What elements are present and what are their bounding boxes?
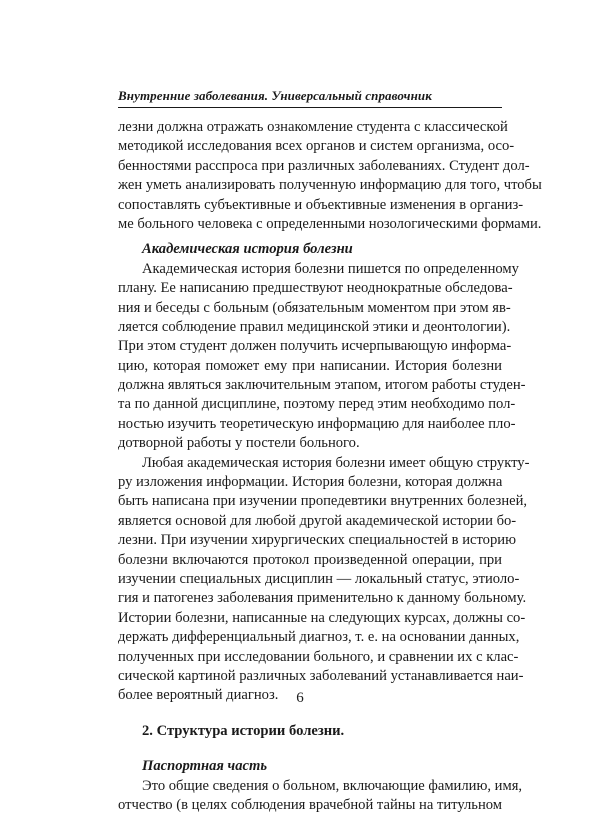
text-line: ляется соблюдение правил медицинской этики и деонтологии). [118,318,502,337]
text-line: быть написана при изучении пропедевтики внутренних болезней, [118,492,502,511]
text-line: плану. Ее написанию предшествуют неоднократные обследова- [118,279,502,298]
text-line: цию, которая поможет ему при написании. История болезни [118,357,502,376]
text-line: та по данной дисциплине, поэтому перед этим необходимо пол- [118,395,502,414]
page-body [118,118,502,815]
header-divider [118,107,502,108]
text-line: ме больного человека с определенными нозологическими формами. [118,215,502,234]
running-head-title: Внутренние заболевания. Универсальный справочник [118,88,504,104]
spacer [118,706,502,722]
paragraph-3 [118,454,502,706]
text-line: ностью изучить теоретическую информацию для наиболее пло- [118,415,502,434]
paragraph-4 [118,777,502,815]
text-line: отчество (в целях соблюдения врачебной тайны на титульном [118,796,502,815]
text-line: должна являться заключительным этапом, итогом работы студен- [118,376,502,395]
text-line: методикой исследования всех органов и систем организма, осо- [118,137,502,156]
text-line: сопоставлять субъективные и объективные изменения в организ- [118,196,502,215]
text-line: держать дифференциальный диагноз, т. е. на основании данных, [118,628,502,647]
text-line: более вероятный диагноз. [118,686,502,705]
subheading-academic-history: Академическая история болезни [118,240,502,259]
text-line: ру изложения информации. История болезни, которая должна [118,473,502,492]
text-line: изучении специальных дисциплин — локальный статус, этиоло- [118,570,502,589]
paragraph-2 [118,260,502,454]
paragraph-1 [118,118,502,234]
text-line: сической картиной различных заболеваний устанавливается наи- [118,667,502,686]
text-line: дотворной работы у постели больного. [118,434,502,453]
text-line: Это общие сведения о больном, включающие фамилию, имя, [118,777,502,796]
text-line: гия и патогенез заболевания применительно к данному больному. [118,589,502,608]
text-line: болезни включаются протокол произведенной операции, при [118,551,502,570]
text-line: лезни. При изучении хирургических специальностей в историю [118,531,502,550]
page-number: 6 [0,690,600,707]
text-line: Любая академическая история болезни имеет общую структу- [118,454,502,473]
text-line: полученных при исследовании больного, и сравнении их с клас- [118,648,502,667]
text-line: жен уметь анализировать полученную информацию для того, чтобы [118,176,502,195]
text-line: Истории болезни, написанные на следующих курсах, должны со- [118,609,502,628]
text-line: ния и беседы с больным (обязательным моментом при этом яв- [118,299,502,318]
text-line: Академическая история болезни пишется по определенному [118,260,502,279]
text-line: лезни должна отражать ознакомление студента с классической [118,118,502,137]
text-line: бенностями расспроса при различных заболеваниях. Студент дол- [118,157,502,176]
subheading-passport-part: Паспортная часть [118,757,502,776]
section-heading-structure: 2. Структура истории болезни. [118,722,502,741]
spacer [118,741,502,757]
text-line: является основой для любой другой академической истории бо- [118,512,502,531]
text-line: При этом студент должен получить исчерпывающую информа- [118,337,502,356]
